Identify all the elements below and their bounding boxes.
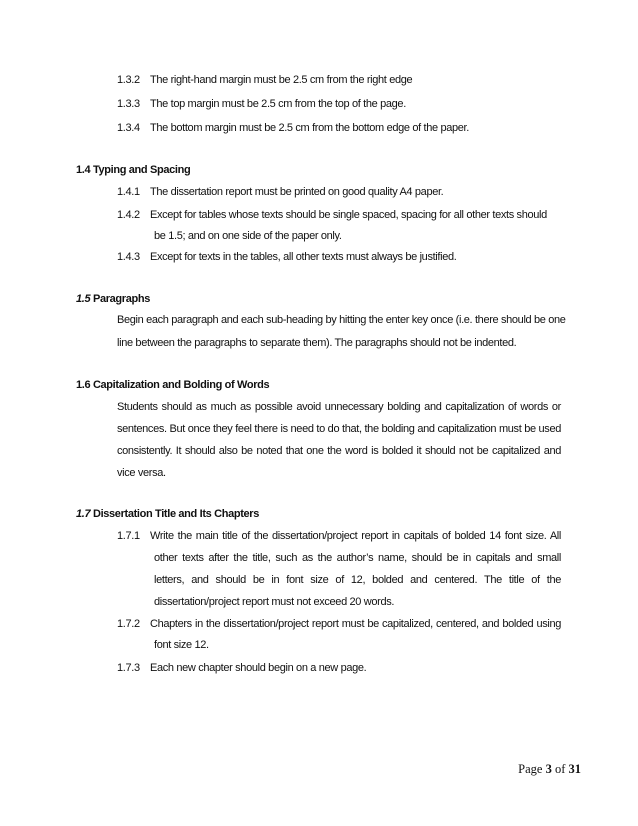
paragraph-line: Students should as much as possible avoid unnecessary bolding and capitalization of words or — [117, 401, 561, 413]
paragraph-line: line between the paragraphs to separate them). The paragraphs should not be indented. — [117, 337, 517, 349]
paragraph-line: letters, and should be in font size of 12, bolded and centered. The title of the — [154, 574, 561, 586]
list-item: 1.7.3 Each new chapter should begin on a new page. — [117, 662, 367, 674]
page-number: Page 3 of 31 — [518, 762, 581, 776]
list-item: 1.4.3 Except for texts in the tables, all other texts must always be justified. — [117, 251, 457, 263]
paragraph-line: Write the main title of the dissertation/project report in capitals of bolded 14 font size. All — [150, 530, 561, 542]
list-item: 1.7.1 — [117, 530, 140, 542]
list-item: 1.3.4 The bottom margin must be 2.5 cm from the bottom edge of the paper. — [117, 122, 469, 134]
paragraph-line: font size 12. — [154, 639, 209, 651]
section-heading: 1.4 Typing and Spacing — [76, 164, 191, 176]
list-item: 1.3.2 The right-hand margin must be 2.5 cm from the right edge — [117, 74, 413, 86]
list-item: 1.3.3 The top margin must be 2.5 cm from the top of the page. — [117, 98, 406, 110]
list-item: 1.7.2 — [117, 618, 140, 630]
list-item: 1.4.1 The dissertation report must be printed on good quality A4 paper. — [117, 186, 444, 198]
section-heading: 1.5 Paragraphs — [76, 293, 150, 305]
list-item: 1.4.2 Except for tables whose texts should be single spaced, spacing for all other texts should — [117, 209, 547, 221]
paragraph-line: sentences. But once they feel there is need to do that, the bolding and capitalization must be used — [117, 423, 561, 435]
paragraph-line: vice versa. — [117, 467, 166, 479]
list-item-continuation: be 1.5; and on one side of the paper only. — [154, 230, 342, 242]
paragraph-line: Begin each paragraph and each sub-heading by hitting the enter key once (i.e. there should be one — [117, 314, 566, 326]
section-heading: 1.7 Dissertation Title and Its Chapters — [76, 508, 260, 520]
section-heading: 1.6 Capitalization and Bolding of Words — [76, 379, 270, 391]
paragraph-line: dissertation/project report must not exceed 20 words. — [154, 596, 395, 608]
paragraph-line: Chapters in the dissertation/project report must be capitalized, centered, and bolded using — [150, 618, 561, 630]
paragraph-line: other texts after the title, such as the author’s name, should be in capitals and small — [154, 552, 561, 564]
paragraph-line: consistently. It should also be noted that one the word is bolded it should not be capitalized and — [117, 445, 561, 457]
